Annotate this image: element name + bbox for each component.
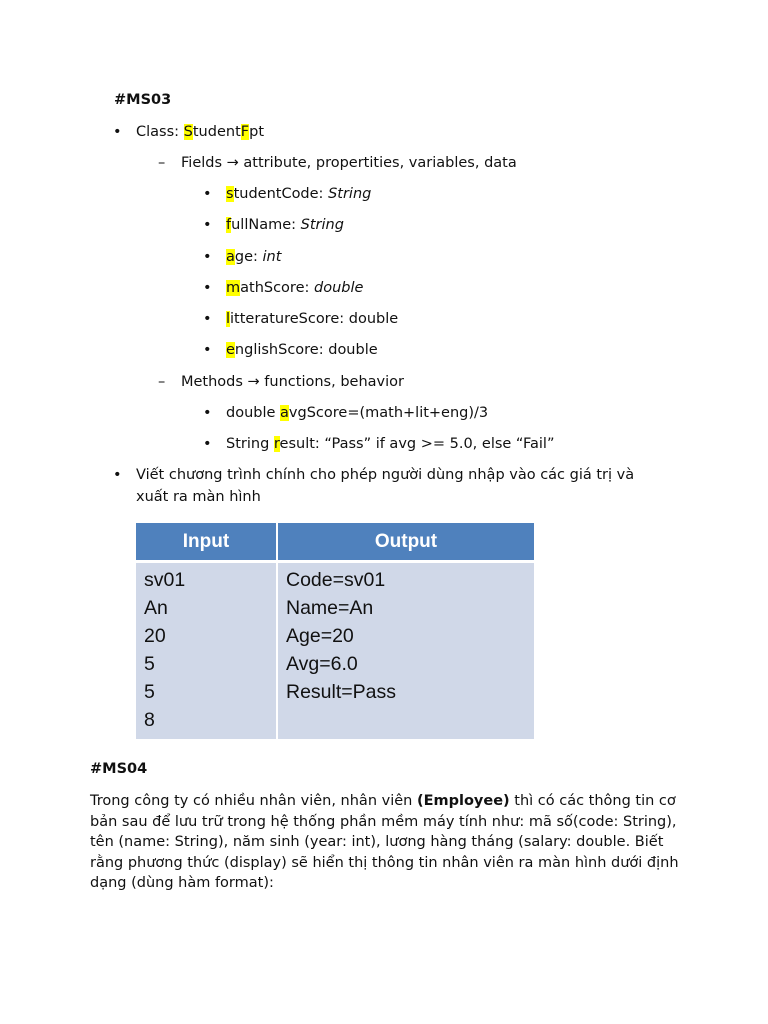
field-type: double <box>328 342 378 358</box>
input-value: sv01 <box>144 569 186 591</box>
method-item <box>226 405 488 421</box>
field-item <box>226 217 344 233</box>
field-name: ge: <box>234 249 263 265</box>
io-table <box>136 523 534 739</box>
field-name: nglishScore: <box>234 342 329 358</box>
input-value: 5 <box>144 681 155 703</box>
bullet: • <box>203 436 212 452</box>
method-return-type: String <box>226 436 274 452</box>
arrow-right-icon: → <box>226 155 239 171</box>
bullet: • <box>113 124 122 140</box>
input-value: 8 <box>144 709 155 731</box>
highlight-letter: a <box>280 405 289 421</box>
para-bold-employee: (Employee) <box>416 793 510 809</box>
bullet: • <box>203 311 212 327</box>
field-name: ullName: <box>231 217 301 233</box>
para-text-before: Trong công ty có nhiều nhân viên, nhân viên <box>90 793 417 809</box>
field-name: athScore: <box>240 280 314 296</box>
fields-label: Fields <box>181 155 227 171</box>
highlight-letter: S <box>183 124 193 140</box>
bullet: • <box>203 217 212 233</box>
output-value: Result=Pass <box>286 681 397 703</box>
highlight-letter: s <box>226 186 234 202</box>
header-output: Output <box>277 523 534 562</box>
field-name: itteratureScore: <box>230 311 349 327</box>
field-item <box>226 342 378 358</box>
method-return-type: double <box>226 405 281 421</box>
method-body: esult: “Pass” if avg >= 5.0, else “Fail” <box>279 436 555 452</box>
method-body: vgScore=(math+lit+eng)/3 <box>288 405 489 421</box>
output-cell <box>277 562 534 740</box>
dash-bullet: – <box>158 155 166 171</box>
field-item <box>226 186 371 202</box>
methods-label: Methods <box>181 374 248 390</box>
field-type: String <box>300 217 344 233</box>
ms04-heading: #MS04 <box>90 761 148 777</box>
highlight-letter: l <box>226 311 231 327</box>
arrow-right-icon: → <box>247 374 260 390</box>
field-type: double <box>348 311 399 327</box>
class-line <box>136 124 264 140</box>
ms03-heading: #MS03 <box>114 92 172 108</box>
ms04-paragraph <box>90 791 690 894</box>
highlight-letter: m <box>226 280 241 296</box>
output-value: Name=An <box>286 597 374 619</box>
program-line-2: xuất ra màn hình <box>136 489 261 505</box>
bullet: • <box>203 186 212 202</box>
highlight-letter: F <box>240 124 250 140</box>
input-value: 20 <box>144 625 166 647</box>
method-item <box>226 436 554 452</box>
bullet: • <box>203 249 212 265</box>
output-value: Avg=6.0 <box>286 653 358 675</box>
field-item <box>226 280 363 296</box>
header-input: Input <box>136 523 277 562</box>
bullet: • <box>203 405 212 421</box>
input-cell <box>136 562 277 740</box>
highlight-letter: e <box>226 342 235 358</box>
highlight-letter: a <box>226 249 235 265</box>
field-item <box>226 311 398 327</box>
field-type: double <box>314 280 364 296</box>
bullet: • <box>203 342 212 358</box>
field-name: tudentCode: <box>233 186 329 202</box>
field-type: int <box>262 249 282 265</box>
methods-desc: functions, behavior <box>259 374 404 390</box>
methods-line <box>181 374 404 390</box>
highlight-letter: f <box>226 217 232 233</box>
para-text-after: thì có các thông tin cơ bản sau để lưu trữ trong hệ thống phần mềm máy tính như: mã số(code: String), tên (name: String), năm sinh (year: int), lương hàng tháng (salary: double. Biết rằng phương thức (display) sẽ hiển thị thông tin nhân viên ra màn hình dưới định dạng (dùng hàm format): <box>90 793 679 892</box>
output-value: Age=20 <box>286 625 354 647</box>
bullet: • <box>113 467 122 483</box>
input-value: An <box>144 597 168 619</box>
field-item <box>226 249 281 265</box>
dash-bullet: – <box>158 374 166 390</box>
fields-desc: attribute, propertities, variables, data <box>238 155 517 171</box>
input-value: 5 <box>144 653 155 675</box>
bullet: • <box>203 280 212 296</box>
class-prefix: Class: <box>136 124 184 140</box>
field-type: String <box>328 186 372 202</box>
fields-line <box>181 155 517 171</box>
class-mid: tudent <box>192 124 241 140</box>
class-suffix: pt <box>249 124 264 140</box>
highlight-letter: r <box>273 436 280 452</box>
program-line-1: Viết chương trình chính cho phép người dùng nhập vào các giá trị và <box>136 467 635 483</box>
output-value: Code=sv01 <box>286 569 386 591</box>
